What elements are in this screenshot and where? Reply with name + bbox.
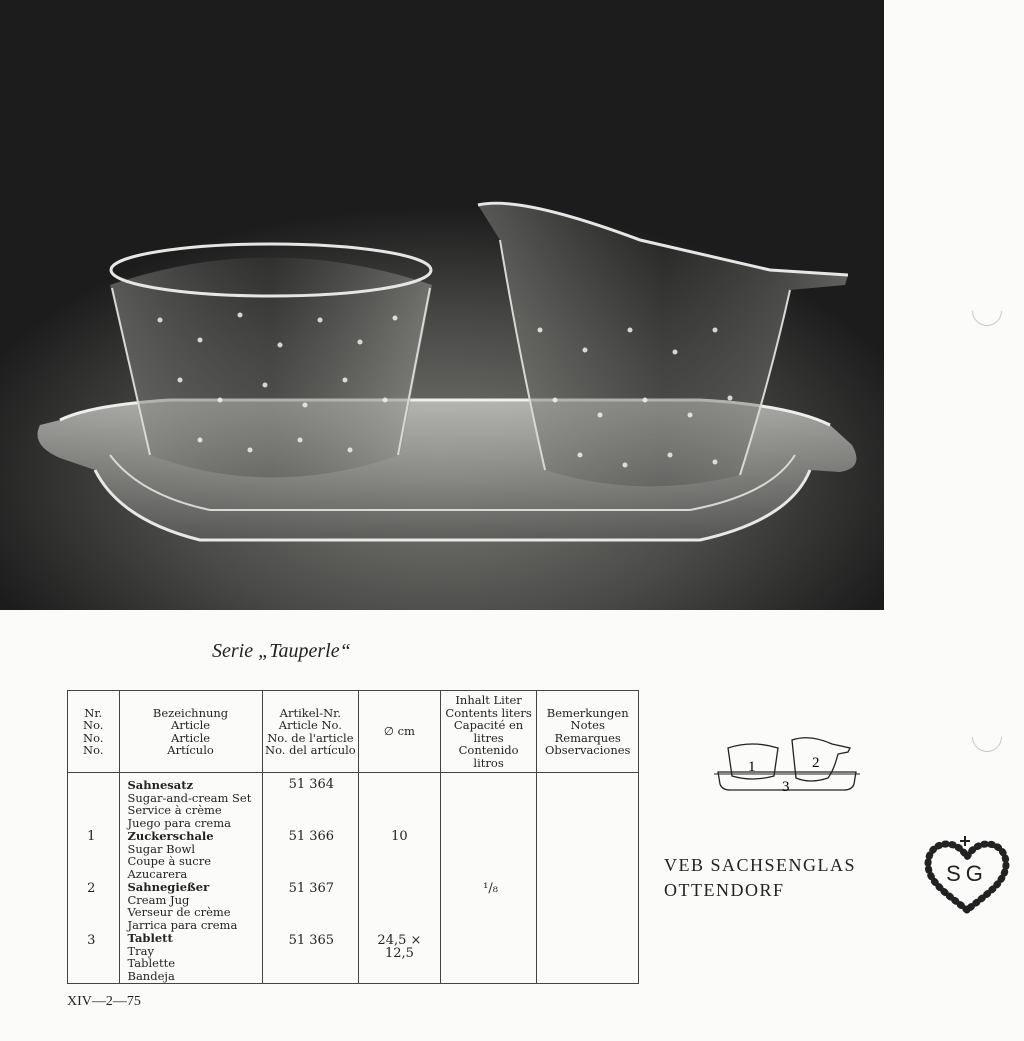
bemerkungen-column <box>537 773 639 984</box>
spec-table <box>67 690 639 984</box>
article-number: 51 364 <box>288 777 335 792</box>
article-number: 51 366 <box>288 829 335 844</box>
diameter-value: 10 <box>391 829 408 844</box>
logo-letters: SG <box>946 861 988 886</box>
header-inhalt: Inhalt Liter Contents liters Capacité en litres Contenido litros <box>440 691 537 773</box>
list-item: Sahnegießer Cream Jug Verseur de crème Jarrica para crema <box>127 880 238 932</box>
header-diameter: ∅ cm <box>359 691 441 773</box>
diameter-value: 24,5 × 12,5 <box>377 933 422 961</box>
header-artikel-nr: Artikel-Nr. Article No. No. de l'article No. del artículo <box>262 691 359 773</box>
row-nr: 3 <box>87 933 96 948</box>
table-header-row <box>68 691 639 773</box>
list-item: Zuckerschale Sugar Bowl Coupe à sucre Azucarera <box>127 829 214 881</box>
bezeichnung-column <box>119 773 262 984</box>
company-name <box>664 853 856 903</box>
catalog-code: XIV—2—75 <box>67 994 141 1009</box>
header-bemerkungen: Bemerkungen Notes Remarques Observaciones <box>537 691 639 773</box>
article-number: 51 367 <box>288 881 335 896</box>
series-title: Serie „Tauperle“ <box>212 640 351 662</box>
row-nr: 2 <box>87 881 96 896</box>
company-line-1: VEB SACHSENGLAS <box>664 855 857 875</box>
artikel-nr-column <box>262 773 359 984</box>
article-number: 51 365 <box>288 933 335 948</box>
company-line-2: OTTENDORF <box>664 880 785 900</box>
row-nr: 1 <box>87 829 96 844</box>
header-bezeichnung: Bezeichnung Article Article Artículo <box>119 691 262 773</box>
nr-column <box>68 773 120 984</box>
sketch-label-jug: 2 <box>812 755 820 771</box>
sketch-label-tray: 3 <box>782 779 790 795</box>
punch-hole-mark <box>966 290 1008 332</box>
heart-logo-icon <box>922 832 1012 914</box>
diameter-column <box>359 773 441 984</box>
punch-hole-mark <box>966 716 1008 758</box>
set-sketch <box>710 730 860 800</box>
sketch-label-bowl: 1 <box>748 759 756 775</box>
list-item: Sahnesatz Sugar-and-cream Set Service à crème Juego para crema <box>127 778 252 830</box>
list-item: Tablett Tray Tablette Bandeja <box>127 931 176 983</box>
header-nr: Nr. No. No. No. <box>68 691 120 773</box>
capacity-value: ¹/₈ <box>483 881 498 896</box>
table-body-row <box>68 773 639 984</box>
inhalt-column <box>440 773 537 984</box>
